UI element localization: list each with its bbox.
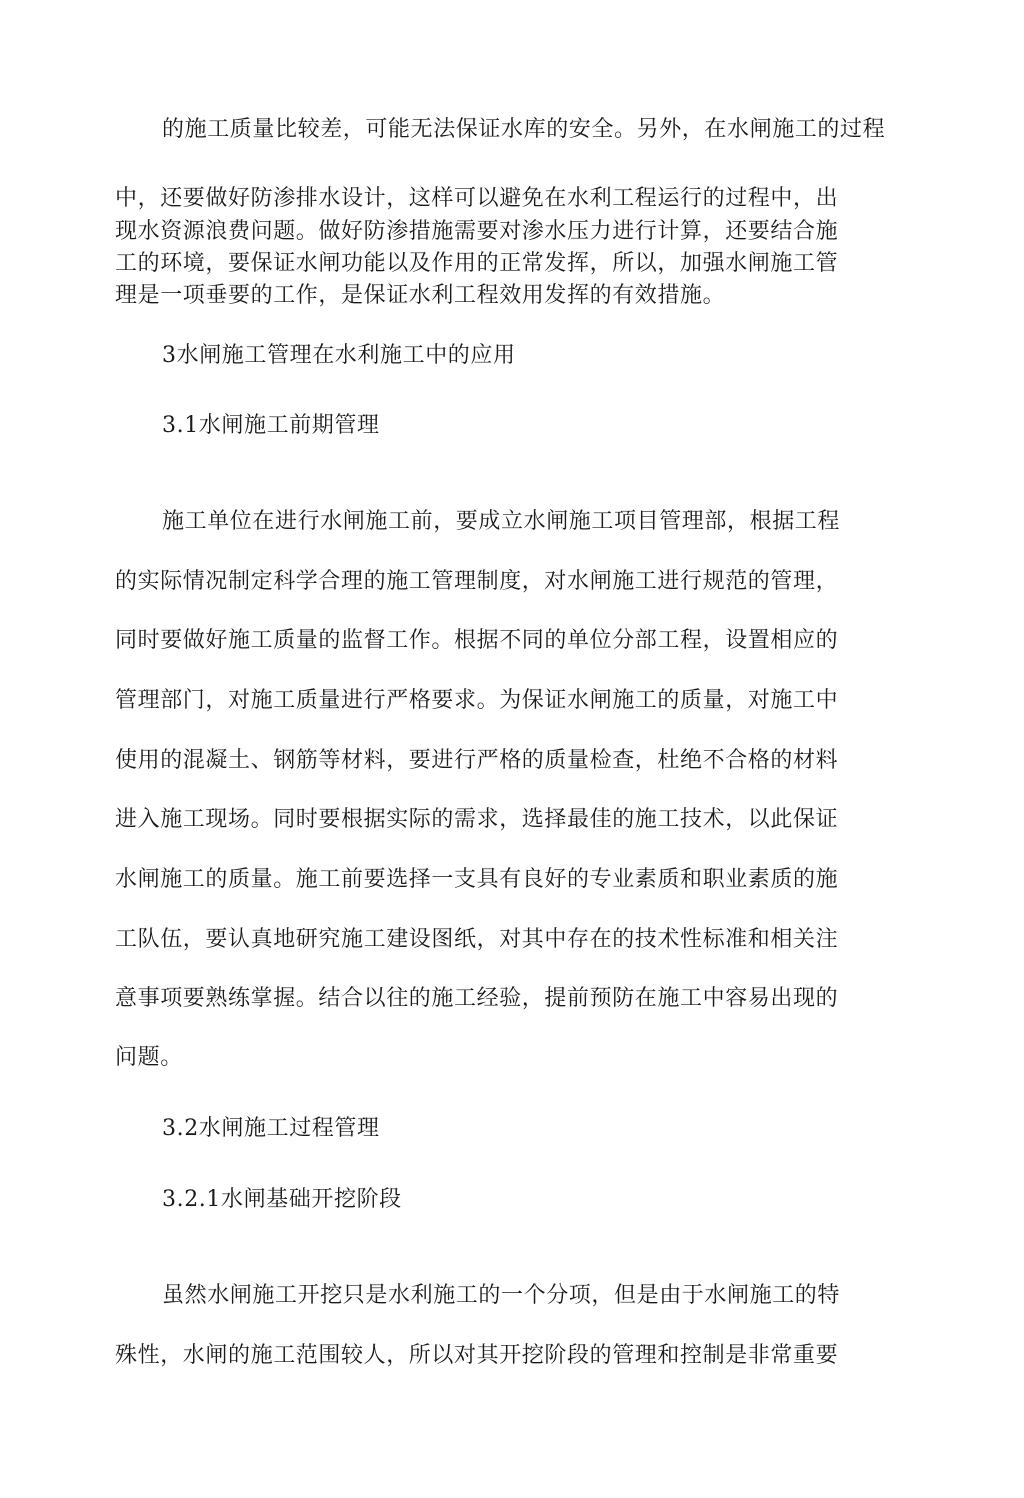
paragraph-line: 工的环境，要保证水闸功能以及作用的正常发挥，所以，加强水闸施工管 [115, 251, 839, 276]
subsection-heading: 3.2水闸施工过程管理 [162, 1116, 380, 1141]
paragraph-line: 进入施工现场。同时要根据实际的需求，选择最佳的施工技术，以此保证 [115, 807, 839, 832]
paragraph-line: 的施工质量比较差，可能无法保证水库的安全。另外，在水闸施工的过程 [162, 117, 886, 142]
paragraph-line: 殊性，水闸的施工范围较人，所以对其开挖阶段的管理和控制是非常重要 [115, 1343, 839, 1368]
paragraph-line: 管理部门，对施工质量进行严格要求。为保证水闸施工的质量，对施工中 [115, 688, 839, 713]
subsection-heading: 3.1水闸施工前期管理 [162, 413, 380, 438]
paragraph-line: 理是一项垂要的工作，是保证水利工程效用发挥的有效措施。 [115, 283, 726, 308]
paragraph-line: 施工单位在进行水闸施工前，要成立水闸施工项目管理部，根据工程 [162, 509, 841, 534]
paragraph-line: 意事项要熟练掌握。结合以往的施工经验，提前预防在施工中容易出现的 [115, 986, 839, 1011]
section-heading: 3水闸施工管理在水利施工中的应用 [162, 343, 516, 368]
paragraph-line: 中，还要做好防渗排水设计，这样可以避免在水利工程运行的过程中，出 [115, 186, 839, 211]
paragraph-line: 水闸施工的质量。施工前要选择一支具有良好的专业素质和职业素质的施 [115, 867, 839, 892]
paragraph-line: 问题。 [115, 1045, 183, 1070]
paragraph-line: 工队伍，要认真地研究施工建设图纸，对其中存在的技术性标准和相关注 [115, 927, 839, 952]
paragraph-line: 使用的混凝土、钢筋等材料，要进行严格的质量检查，杜绝不合格的材料 [115, 748, 839, 773]
paragraph-line: 虽然水闸施工开挖只是水利施工的一个分项，但是由于水闸施工的特 [162, 1283, 841, 1308]
subsubsection-heading: 3.2.1水闸基础开挖阶段 [162, 1187, 402, 1212]
paragraph-line: 现水资源浪费问题。做好防渗措施需要对渗水压力进行计算，还要结合施 [115, 219, 839, 244]
paragraph-line: 的实际情况制定科学合理的施工管理制度，对水闸施工进行规范的管理， [115, 569, 839, 594]
paragraph-line: 同时要做好施工质量的监督工作。根据不同的单位分部工程，设置相应的 [115, 628, 839, 653]
